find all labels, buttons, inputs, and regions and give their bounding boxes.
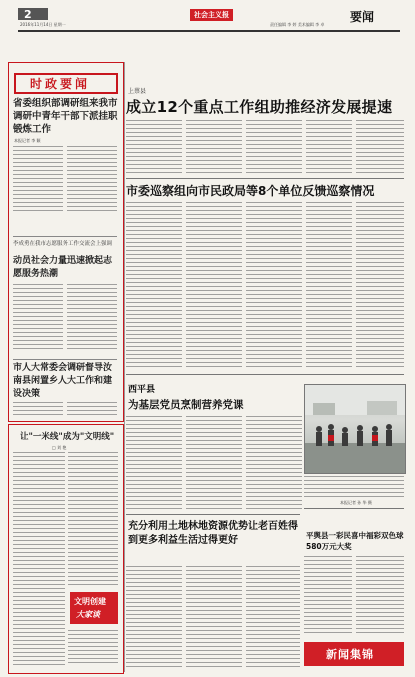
main-divider-2: [126, 374, 404, 375]
sidebar-article3-body-col2: [67, 402, 117, 416]
sidebar-divider-1: [13, 236, 117, 237]
news-roundup-banner: [304, 642, 404, 666]
main-article2-body-col3: [246, 202, 302, 370]
main-article4-title: 充分利用土地林地资源优势让老百姓得到更多利益生活过得更好: [128, 521, 298, 546]
sidebar-article1-body-col2: [67, 146, 117, 214]
sidebar-article3-title: 市人大常委会调研督导汝南县闲置乡人大工作和建设决策: [13, 363, 113, 399]
main-article2-title: 市委巡察组向市民政局等8个单位反馈巡察情况: [126, 184, 375, 198]
civilization-badge: [70, 592, 118, 624]
main-article1-body-col5: [356, 120, 404, 174]
page-number-block: [18, 8, 48, 20]
main-article2-body-col4: [306, 202, 352, 370]
main-article4-body-col2: [186, 566, 242, 670]
commentary-body-col2-upper: [68, 452, 118, 586]
sidebar-article2-title: 动员社会力量迅速掀起志愿服务热潮: [13, 256, 113, 279]
main-article3-title: 为基层党员烹制营养党课: [128, 399, 244, 411]
sidebar-divider-2: [13, 359, 117, 360]
photo-illustration: [305, 385, 405, 473]
photo-caption-byline: 本报记者 孙 华 摄: [340, 500, 372, 505]
sidebar-article3-body-col1: [13, 402, 63, 416]
lottery-news-body-col2: [356, 556, 404, 636]
column-rule-main: [124, 62, 125, 672]
sidebar-article1-title: 省委组织部调研组来我市调研中青年干部下派挂职锻炼工作: [13, 98, 118, 135]
sidebar-article1-body-col1: [13, 146, 63, 214]
civilization-badge-line1: 文明创建: [74, 597, 106, 606]
main-article1-body-col1: [126, 120, 182, 174]
page-number: 2: [24, 8, 32, 21]
commentary-body-col1: [13, 452, 65, 666]
main-article4-body-col3: [246, 566, 300, 670]
right-divider: [304, 508, 404, 509]
photo-caption: [304, 476, 404, 498]
sidebar-article2-body-col2: [67, 284, 117, 352]
main-article1-body-col4: [306, 120, 352, 174]
date-line: 2016年11月14日 星期一: [20, 22, 66, 27]
main-divider-1: [126, 178, 404, 179]
main-article3-kicker: 西平县: [128, 385, 156, 395]
main-article1-body-col2: [186, 120, 242, 174]
sidebar-banner: [14, 73, 118, 94]
main-divider-3: [126, 514, 300, 515]
sidebar-article1-byline: 本报记者 李 颖: [14, 138, 41, 143]
main-article1-body-col3: [246, 120, 302, 174]
main-article2-body-col1: [126, 202, 182, 370]
sidebar-article2-kicker: 李成勇在我市志愿服务工作交流会上强调: [13, 241, 113, 247]
news-photo: [304, 384, 406, 474]
main-article3-body-col3: [246, 416, 302, 510]
sidebar-article2-body-col1: [13, 284, 63, 352]
editor-line: 责任编辑 李 婷 美术编辑 李 卓: [270, 22, 325, 27]
main-article1-title: 成立12个重点工作组助推经济发展提速: [126, 98, 393, 116]
civilization-badge-line2: 大家谈: [76, 609, 100, 619]
lottery-news-body-col1: [304, 556, 352, 636]
main-article4-body-col1: [126, 566, 182, 670]
newspaper-logo: 社会主义报: [190, 9, 233, 21]
main-article3-body-col2: [186, 416, 242, 510]
commentary-title: 让"一米线"成为"文明线": [20, 432, 115, 442]
main-article3-body-col1: [126, 416, 182, 510]
news-roundup-banner-title: 新闻集锦: [326, 648, 374, 661]
main-article2-body-col2: [186, 202, 242, 370]
commentary-body-col2-lower: [68, 630, 118, 666]
main-article1-kicker: 上蔡县: [128, 88, 147, 95]
lottery-news-title: 平舆县一彩民喜中福彩双色球580万元大奖: [306, 531, 404, 551]
sidebar-banner-title: 时政要闻: [30, 77, 91, 91]
main-article2-body-col5: [356, 202, 404, 370]
masthead-rule: [18, 30, 400, 32]
commentary-byline: □ 刘 艳: [52, 445, 67, 450]
section-title: 要闻: [350, 10, 375, 24]
